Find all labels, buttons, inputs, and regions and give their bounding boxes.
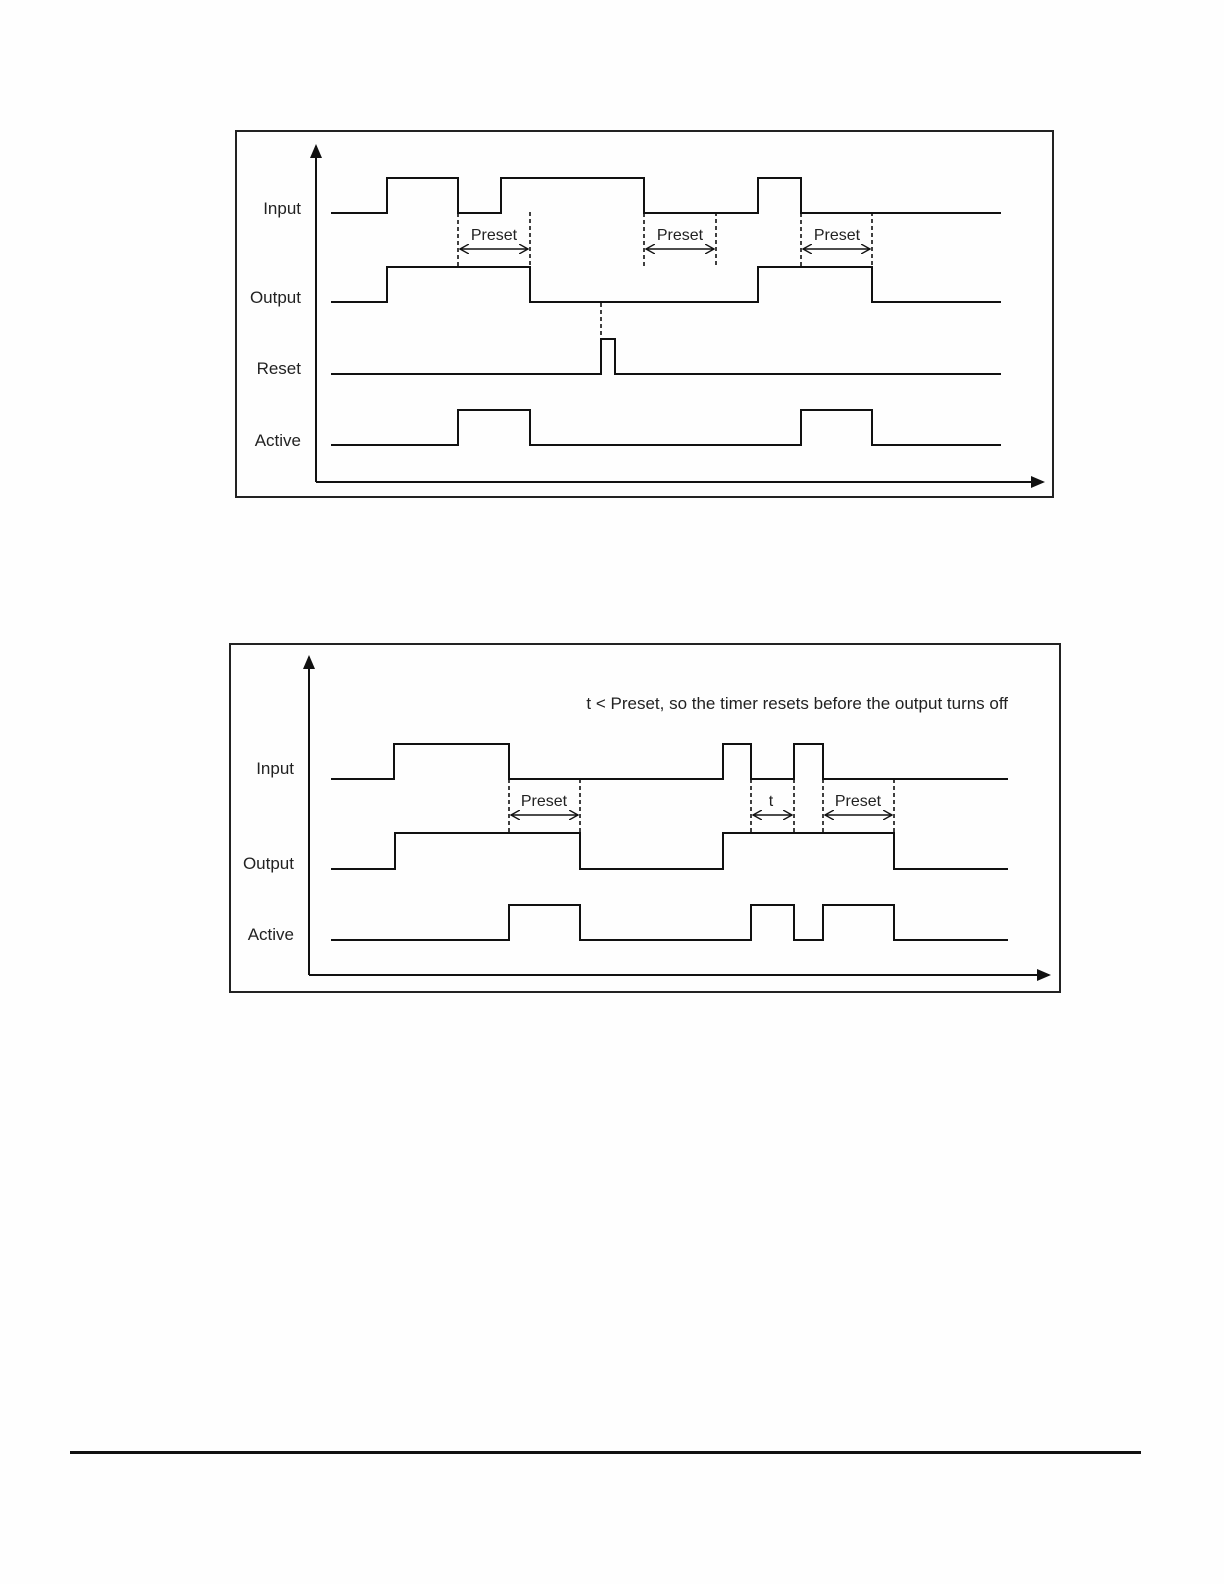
interval-label-preset: Preset (470, 227, 518, 244)
diagram-note: t < Preset, so the timer resets before the output turns off (586, 694, 1008, 713)
signal-label-active: Active (254, 431, 301, 450)
interval-label-preset: Preset (520, 793, 568, 810)
interval-label-preset: Preset (656, 227, 704, 244)
timing-diagram-off-delay-with-reset (236, 131, 1053, 497)
interval-label-preset: Preset (813, 227, 861, 244)
footer-rule (70, 1451, 1141, 1454)
signal-label-reset: Reset (256, 359, 301, 378)
timing-diagram-off-delay-retrigger (230, 644, 1060, 992)
signal-label-active: Active (247, 925, 294, 944)
interval-label-preset: Preset (834, 793, 882, 810)
interval-label-t: t (768, 793, 774, 810)
signal-label-output: Output (242, 854, 294, 873)
signal-label-input: Input (263, 199, 301, 218)
signal-label-input: Input (256, 759, 294, 778)
signal-label-output: Output (249, 288, 301, 307)
